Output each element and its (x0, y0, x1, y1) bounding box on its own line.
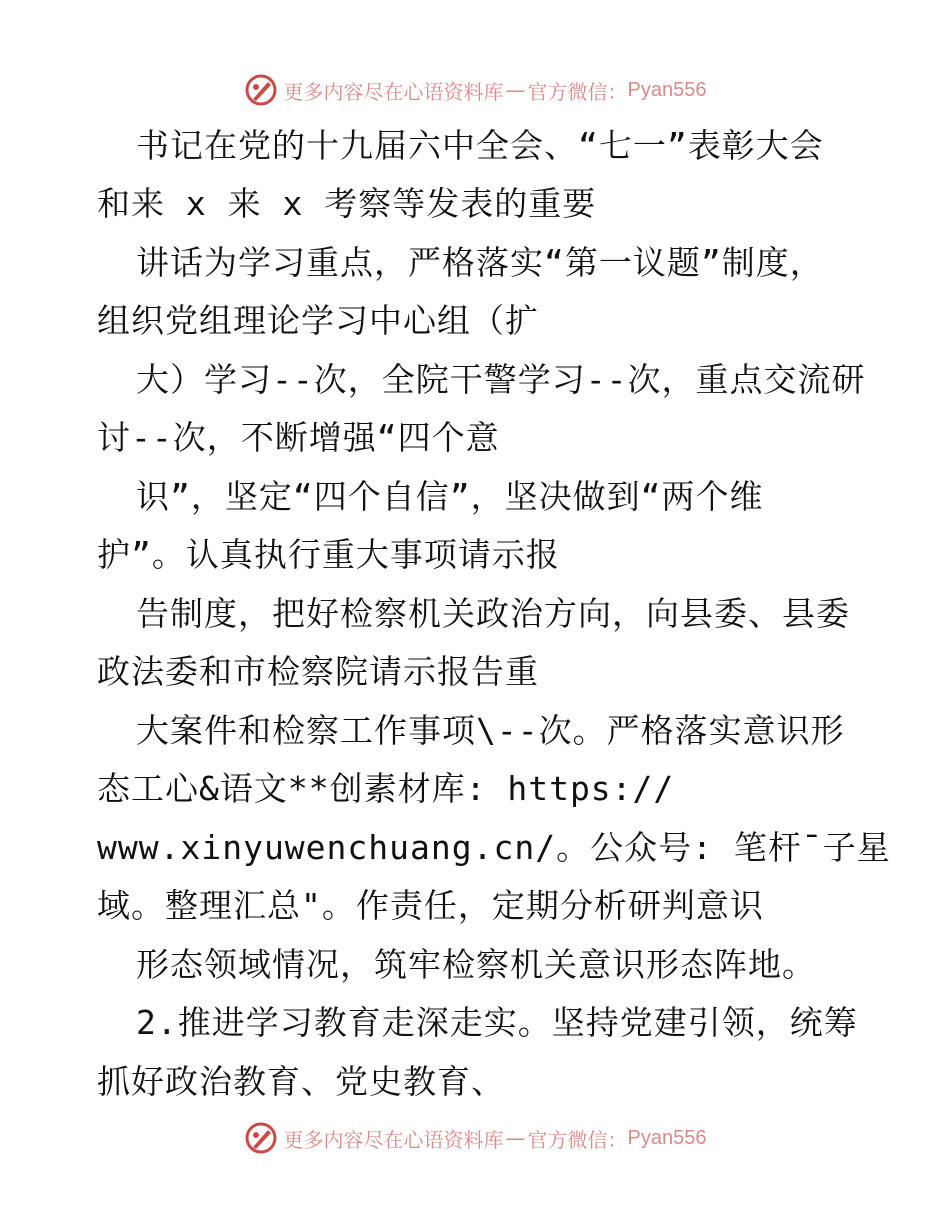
text-line: 告制度，把好检察机关政治方向，向县委、县委 (136, 594, 850, 633)
text-line: 态工心&语文**创素材库: https:// (97, 769, 675, 808)
text-line: 组织党组理论学习中心组（扩 (97, 301, 539, 340)
text-line: 域。整理汇总"。作责任，定期分析研判意识 (97, 886, 764, 925)
watermark-text: 更多内容尽在心语资料库 (283, 79, 504, 104)
text-line: 2.推进学习教育走深走实。坚持党建引领，统筹 (136, 1003, 858, 1042)
watermark-account: Pyan556 (627, 78, 707, 101)
watermark-dash: — (505, 78, 526, 102)
logo-icon (244, 73, 278, 107)
text-line: 政法委和市检察院请示报告重 (97, 652, 539, 691)
text-line: 书记在党的十九届六中全会、“七一”表彰大会 (136, 126, 824, 165)
footer-watermark (0, 1118, 950, 1158)
text-line: 大案件和检察工作事项\--次。严格落实意识形 (136, 711, 845, 750)
text-line: 识”，坚定“四个自信”，坚决做到“两个维 (136, 477, 764, 516)
text-line: www.xinyuwenchuang.cn/。公众号: 笔杆¯子星 (97, 828, 891, 867)
logo-icon (244, 1121, 278, 1155)
watermark-official: 官方微信： (527, 1127, 628, 1152)
text-line: 大）学习--次，全院干警学习--次，重点交流研 (136, 360, 866, 399)
text-line: 形态领域情况，筑牢检察机关意识形态阵地。 (136, 945, 816, 984)
text-line: 和来 x 来 x 考察等发表的重要 (97, 184, 597, 223)
watermark-dash: — (505, 1126, 526, 1150)
text-line: 讲话为学习重点，严格落实“第一议题”制度， (136, 243, 824, 282)
watermark-text: 更多内容尽在心语资料库 (283, 1127, 504, 1152)
text-line: 抓好政治教育、党史教育、 (97, 1062, 505, 1101)
header-watermark (0, 70, 950, 110)
watermark-official: 官方微信： (527, 79, 628, 104)
text-line: 护”。认真执行重大事项请示报 (97, 535, 560, 574)
text-line: 讨--次，不断增强“四个意 (97, 418, 500, 457)
watermark-account: Pyan556 (627, 1126, 707, 1149)
